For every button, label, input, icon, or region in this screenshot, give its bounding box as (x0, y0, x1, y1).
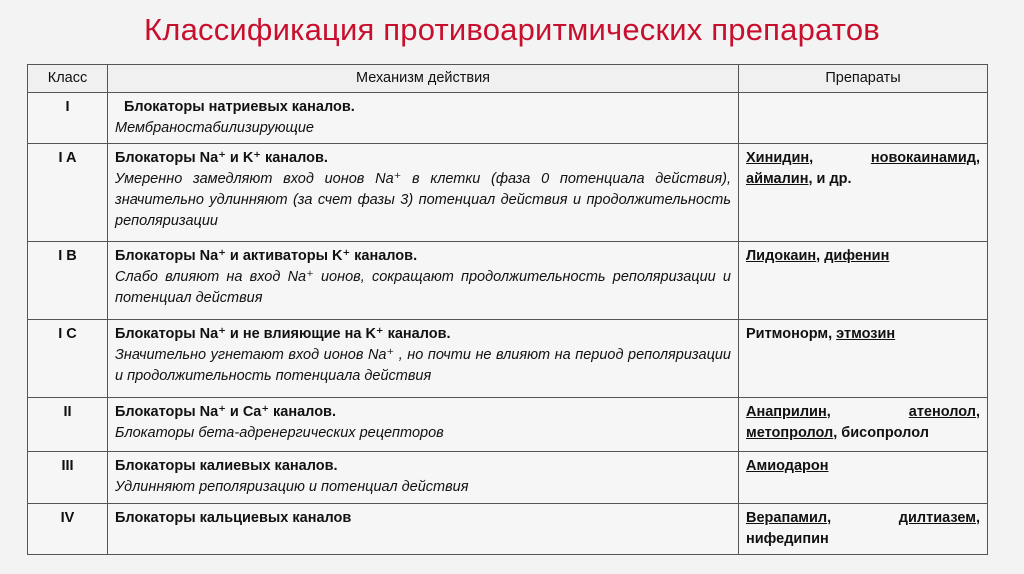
header-mechanism: Механизм действия (108, 65, 739, 93)
row-class: I C (28, 320, 108, 398)
table-row (28, 242, 988, 320)
drug-separator: , (975, 510, 980, 526)
row-class: III (28, 452, 108, 504)
drug-name: дифенин (824, 248, 890, 264)
drug-separator: , (826, 404, 909, 420)
row-class: II (28, 398, 108, 452)
drug-name: Верапамил (746, 510, 828, 526)
table-row (28, 504, 988, 555)
drug-name: Лидокаин (746, 248, 817, 264)
drug-name: новокаинамид (870, 150, 976, 166)
drug-separator: , (816, 248, 825, 264)
mechanism-description: Значительно угнетают вход ионов Na⁺ , но почти не влияют на период реполяризации и продолжительность потенциала действия (115, 347, 731, 384)
slide-title: Классификация противоаритмических препаратов (144, 12, 880, 47)
row-drugs (739, 504, 988, 555)
row-mechanism (108, 144, 739, 242)
drug-separator: , (827, 510, 899, 526)
drug-separator: , и др. (808, 171, 852, 187)
drug-name: Хинидин (746, 150, 810, 166)
mechanism-heading: Блокаторы калиевых каналов. (115, 458, 338, 474)
row-drugs (739, 452, 988, 504)
header-drugs: Препараты (739, 65, 988, 93)
drug-name: метопролол (746, 425, 834, 441)
drug-name: этмозин (836, 326, 896, 342)
mechanism-description: Слабо влияют на вход Na⁺ ионов, сокращают продолжительность реполяризации и потенциал действия (115, 269, 731, 306)
drug-separator: Ритмонорм, (746, 326, 837, 342)
drug-separator: , (975, 404, 980, 420)
row-mechanism (108, 242, 739, 320)
table-row (28, 398, 988, 452)
table-row (28, 93, 988, 144)
row-mechanism (108, 93, 739, 144)
drug-name: Амиодарон (746, 458, 829, 474)
drug-name: атенолол (908, 404, 976, 420)
drug-separator: , (809, 150, 871, 166)
row-class: IV (28, 504, 108, 555)
row-class: I A (28, 144, 108, 242)
mechanism-description: Мембраностабилизирующие (115, 120, 314, 136)
drug-separator: , бисопролол (833, 425, 929, 441)
table-row (28, 452, 988, 504)
table-row (28, 144, 988, 242)
classification-table (27, 64, 988, 555)
row-mechanism (108, 504, 739, 555)
table-body (28, 93, 988, 555)
mechanism-description: Умеренно замедляют вход ионов Na⁺ в клетки (фаза 0 потенциала действия), значительно удлинняют (за счет фазы 3) потенциал действия и продолжительность реполяризации (115, 171, 731, 229)
mechanism-heading: Блокаторы Na⁺ и Ca⁺ каналов. (115, 404, 336, 420)
drug-separator: , (975, 150, 980, 166)
row-drugs (739, 242, 988, 320)
mechanism-heading: Блокаторы кальциевых каналов (115, 510, 352, 526)
mechanism-heading: Блокаторы Na⁺ и не влияющие на K⁺ каналов. (115, 326, 451, 342)
mechanism-description: Удлинняют реполяризацию и потенциал действия (115, 479, 469, 495)
row-drugs (739, 144, 988, 242)
drug-name: аймалин (746, 171, 809, 187)
table-header-row (28, 65, 988, 93)
row-class: I (28, 93, 108, 144)
mechanism-heading: Блокаторы Na⁺ и активаторы K⁺ каналов. (115, 248, 418, 264)
row-drugs (739, 93, 988, 144)
drug-name: дилтиазем (898, 510, 976, 526)
drug-name: Анаприлин (746, 404, 827, 420)
mechanism-description: Блокаторы бета-адренергических рецепторов (115, 425, 444, 441)
mechanism-heading: Блокаторы Na⁺ и K⁺ каналов. (115, 150, 328, 166)
header-class: Класс (28, 65, 108, 93)
drug-separator: нифедипин (746, 531, 829, 547)
row-drugs (739, 320, 988, 398)
mechanism-heading: Блокаторы натриевых каналов. (124, 99, 355, 115)
row-mechanism (108, 320, 739, 398)
row-class: I B (28, 242, 108, 320)
row-drugs (739, 398, 988, 452)
row-mechanism (108, 398, 739, 452)
row-mechanism (108, 452, 739, 504)
table-row (28, 320, 988, 398)
